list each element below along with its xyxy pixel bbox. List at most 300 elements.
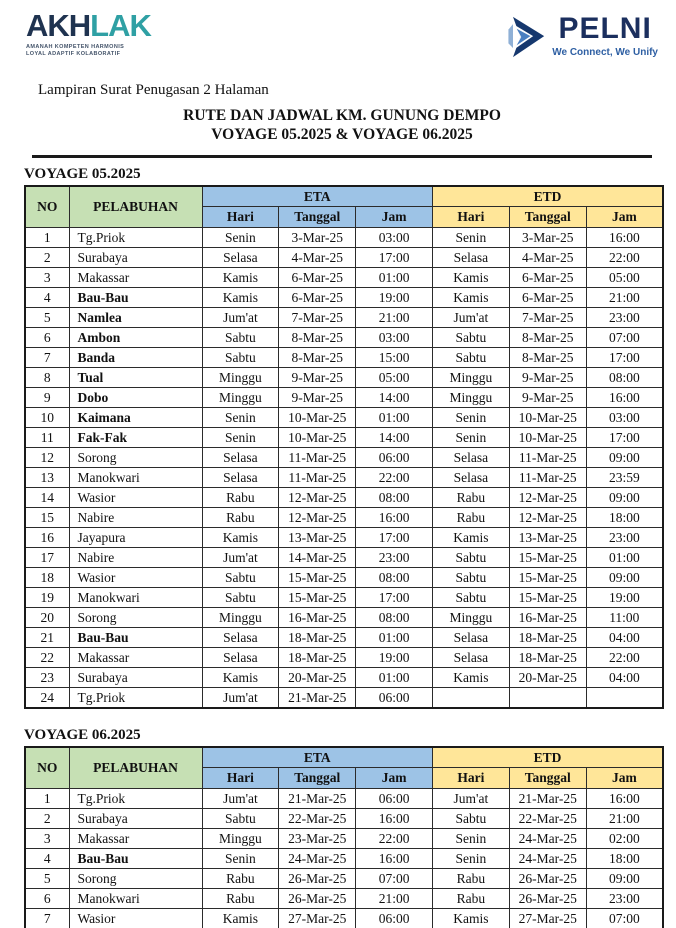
table-row	[25, 508, 663, 528]
cell-etd-tanggal: 4-Mar-25	[509, 248, 586, 268]
cell-eta-hari: Kamis	[202, 909, 279, 928]
cell-port: Kaimana	[69, 408, 202, 428]
cell-eta-jam: 22:00	[356, 829, 433, 849]
cell-etd-tanggal: 18-Mar-25	[509, 648, 586, 668]
cell-eta-hari: Sabtu	[202, 328, 279, 348]
akhlak-wordmark	[26, 10, 151, 41]
cell-eta-jam: 06:00	[356, 789, 433, 809]
cell-no: 3	[25, 829, 69, 849]
cell-etd-hari: Rabu	[432, 508, 509, 528]
col-header-eta-jam: Jam	[356, 207, 433, 228]
table-row	[25, 368, 663, 388]
cell-eta-jam: 16:00	[356, 508, 433, 528]
table-row	[25, 408, 663, 428]
cell-port: Makassar	[69, 829, 202, 849]
col-header-eta: ETA	[202, 747, 432, 768]
cell-port: Nabire	[69, 548, 202, 568]
cell-etd-jam: 02:00	[586, 829, 663, 849]
cell-eta-tanggal: 20-Mar-25	[279, 668, 356, 688]
cell-etd-jam: 18:00	[586, 849, 663, 869]
cell-eta-hari: Jum'at	[202, 308, 279, 328]
cell-etd-hari: Jum'at	[432, 308, 509, 328]
cell-eta-tanggal: 13-Mar-25	[279, 528, 356, 548]
col-header-etd-hari: Hari	[432, 768, 509, 789]
table-row	[25, 528, 663, 548]
cell-eta-tanggal: 11-Mar-25	[279, 468, 356, 488]
cell-eta-hari: Sabtu	[202, 568, 279, 588]
cell-etd-hari: Rabu	[432, 889, 509, 909]
cell-etd-tanggal: 18-Mar-25	[509, 628, 586, 648]
table-row	[25, 809, 663, 829]
cell-port: Fak-Fak	[69, 428, 202, 448]
cell-eta-tanggal: 21-Mar-25	[279, 688, 356, 708]
cell-etd-jam: 23:00	[586, 308, 663, 328]
cell-port: Jayapura	[69, 528, 202, 548]
cell-etd-jam: 09:00	[586, 568, 663, 588]
cell-etd-jam: 04:00	[586, 628, 663, 648]
cell-eta-hari: Sabtu	[202, 809, 279, 829]
cell-eta-hari: Selasa	[202, 648, 279, 668]
cell-eta-jam: 01:00	[356, 408, 433, 428]
col-header-etd-tanggal: Tanggal	[509, 768, 586, 789]
cell-eta-tanggal: 18-Mar-25	[279, 628, 356, 648]
cell-port: Sorong	[69, 608, 202, 628]
cell-etd-jam: 05:00	[586, 268, 663, 288]
cell-eta-jam: 19:00	[356, 648, 433, 668]
cell-no: 23	[25, 668, 69, 688]
cell-eta-hari: Minggu	[202, 368, 279, 388]
cell-eta-jam: 21:00	[356, 889, 433, 909]
cell-etd-hari: Senin	[432, 228, 509, 248]
cell-eta-jam: 03:00	[356, 328, 433, 348]
cell-port: Tg.Priok	[69, 789, 202, 809]
table-row	[25, 248, 663, 268]
cell-eta-tanggal: 24-Mar-25	[279, 849, 356, 869]
cell-etd-tanggal: 6-Mar-25	[509, 268, 586, 288]
table-row	[25, 268, 663, 288]
cell-etd-jam: 08:00	[586, 368, 663, 388]
table-row	[25, 849, 663, 869]
cell-etd-jam: 11:00	[586, 608, 663, 628]
cell-eta-hari: Minggu	[202, 608, 279, 628]
cell-etd-tanggal: 7-Mar-25	[509, 308, 586, 328]
cell-etd-hari: Selasa	[432, 448, 509, 468]
cell-etd-jam: 19:00	[586, 588, 663, 608]
cell-port: Tg.Priok	[69, 688, 202, 708]
cell-etd-tanggal: 21-Mar-25	[509, 789, 586, 809]
cell-etd-hari: Kamis	[432, 668, 509, 688]
cell-eta-jam: 22:00	[356, 468, 433, 488]
cell-etd-hari: Minggu	[432, 368, 509, 388]
cell-eta-hari: Senin	[202, 849, 279, 869]
cell-etd-tanggal: 13-Mar-25	[509, 528, 586, 548]
title-divider	[32, 155, 652, 158]
cell-etd-hari: Selasa	[432, 468, 509, 488]
cell-port: Banda	[69, 348, 202, 368]
cell-etd-hari: Sabtu	[432, 348, 509, 368]
cell-etd-jam	[586, 688, 663, 708]
cell-etd-tanggal: 15-Mar-25	[509, 588, 586, 608]
cell-port: Bau-Bau	[69, 628, 202, 648]
table-row	[25, 889, 663, 909]
cell-eta-tanggal: 6-Mar-25	[279, 268, 356, 288]
document-title-line2: VOYAGE 05.2025 & VOYAGE 06.2025	[211, 126, 473, 144]
cell-port: Bau-Bau	[69, 849, 202, 869]
cell-etd-hari: Minggu	[432, 388, 509, 408]
cell-eta-jam: 01:00	[356, 628, 433, 648]
cell-eta-hari: Kamis	[202, 528, 279, 548]
cell-eta-hari: Rabu	[202, 488, 279, 508]
akhlak-logo	[26, 10, 151, 59]
cell-eta-jam: 14:00	[356, 428, 433, 448]
cell-eta-tanggal: 27-Mar-25	[279, 909, 356, 928]
cell-etd-tanggal: 26-Mar-25	[509, 869, 586, 889]
cell-eta-hari: Senin	[202, 228, 279, 248]
cell-etd-jam: 16:00	[586, 388, 663, 408]
cell-eta-jam: 19:00	[356, 288, 433, 308]
cell-etd-hari: Sabtu	[432, 588, 509, 608]
col-header-eta: ETA	[202, 186, 432, 207]
cell-etd-jam: 21:00	[586, 809, 663, 829]
col-header-eta-hari: Hari	[202, 768, 279, 789]
cell-eta-hari: Selasa	[202, 628, 279, 648]
cell-etd-jam: 16:00	[586, 789, 663, 809]
voyage-label: VOYAGE 06.2025	[24, 726, 141, 743]
cell-etd-tanggal: 12-Mar-25	[509, 488, 586, 508]
cell-etd-jam: 17:00	[586, 348, 663, 368]
cell-etd-jam: 21:00	[586, 288, 663, 308]
akhlak-wordmark-part1: AKH	[26, 8, 91, 43]
schedule-table-voyage-06	[24, 746, 664, 928]
cell-eta-tanggal: 3-Mar-25	[279, 228, 356, 248]
cell-eta-hari: Senin	[202, 428, 279, 448]
col-header-etd-jam: Jam	[586, 768, 663, 789]
cell-etd-jam: 07:00	[586, 328, 663, 348]
cell-no: 6	[25, 889, 69, 909]
cell-etd-jam: 17:00	[586, 428, 663, 448]
table-row	[25, 829, 663, 849]
cell-no: 7	[25, 909, 69, 928]
cell-eta-tanggal: 21-Mar-25	[279, 789, 356, 809]
cell-eta-tanggal: 15-Mar-25	[279, 568, 356, 588]
cell-etd-hari: Senin	[432, 408, 509, 428]
cell-no: 24	[25, 688, 69, 708]
cell-no: 19	[25, 588, 69, 608]
akhlak-wordmark-part2: LAK	[90, 8, 151, 43]
table-row	[25, 688, 663, 708]
cell-eta-hari: Selasa	[202, 468, 279, 488]
cell-no: 10	[25, 408, 69, 428]
cell-eta-jam: 17:00	[356, 248, 433, 268]
cell-eta-jam: 05:00	[356, 368, 433, 388]
table-row	[25, 468, 663, 488]
cell-eta-tanggal: 4-Mar-25	[279, 248, 356, 268]
cell-port: Surabaya	[69, 809, 202, 829]
cell-port: Surabaya	[69, 248, 202, 268]
cell-etd-tanggal: 9-Mar-25	[509, 388, 586, 408]
cell-eta-jam: 08:00	[356, 488, 433, 508]
cell-etd-hari: Senin	[432, 829, 509, 849]
akhlak-values-line1: AMANAH KOMPETEN HARMONIS	[26, 44, 125, 50]
cell-no: 1	[25, 789, 69, 809]
cell-no: 8	[25, 368, 69, 388]
cell-eta-tanggal: 26-Mar-25	[279, 889, 356, 909]
col-header-no: NO	[25, 747, 69, 789]
cell-etd-hari: Selasa	[432, 248, 509, 268]
cell-eta-hari: Jum'at	[202, 688, 279, 708]
cell-port: Namlea	[69, 308, 202, 328]
cell-eta-hari: Minggu	[202, 829, 279, 849]
table-row	[25, 909, 663, 928]
cell-eta-tanggal: 18-Mar-25	[279, 648, 356, 668]
cell-port: Wasior	[69, 909, 202, 928]
cell-etd-tanggal: 12-Mar-25	[509, 508, 586, 528]
table-row	[25, 648, 663, 668]
cell-eta-jam: 21:00	[356, 308, 433, 328]
cell-eta-jam: 01:00	[356, 268, 433, 288]
cell-etd-jam: 22:00	[586, 248, 663, 268]
cell-etd-jam: 01:00	[586, 548, 663, 568]
cell-eta-jam: 17:00	[356, 528, 433, 548]
voyage-label: VOYAGE 05.2025	[24, 165, 141, 182]
table-row	[25, 348, 663, 368]
cell-no: 20	[25, 608, 69, 628]
cell-eta-jam: 23:00	[356, 548, 433, 568]
cell-eta-tanggal: 12-Mar-25	[279, 488, 356, 508]
col-header-etd-hari: Hari	[432, 207, 509, 228]
table-row	[25, 428, 663, 448]
cell-eta-hari: Kamis	[202, 288, 279, 308]
cell-etd-hari: Kamis	[432, 268, 509, 288]
cell-no: 21	[25, 628, 69, 648]
cell-eta-hari: Sabtu	[202, 348, 279, 368]
col-header-etd-tanggal: Tanggal	[509, 207, 586, 228]
cell-eta-tanggal: 11-Mar-25	[279, 448, 356, 468]
akhlak-values-text	[26, 44, 151, 59]
cell-eta-jam: 14:00	[356, 388, 433, 408]
cell-no: 22	[25, 648, 69, 668]
col-header-etd: ETD	[432, 747, 663, 768]
cell-etd-hari: Selasa	[432, 648, 509, 668]
cell-eta-hari: Selasa	[202, 448, 279, 468]
cell-eta-hari: Rabu	[202, 889, 279, 909]
cell-eta-tanggal: 22-Mar-25	[279, 809, 356, 829]
cell-port: Bau-Bau	[69, 288, 202, 308]
cell-etd-tanggal: 11-Mar-25	[509, 448, 586, 468]
cell-eta-tanggal: 9-Mar-25	[279, 388, 356, 408]
col-header-etd-jam: Jam	[586, 207, 663, 228]
cell-no: 6	[25, 328, 69, 348]
cell-eta-tanggal: 14-Mar-25	[279, 548, 356, 568]
cell-etd-jam: 09:00	[586, 448, 663, 468]
page-header	[22, 10, 662, 74]
table-row	[25, 388, 663, 408]
cell-eta-jam: 06:00	[356, 688, 433, 708]
cell-etd-tanggal: 26-Mar-25	[509, 889, 586, 909]
cell-etd-tanggal: 8-Mar-25	[509, 348, 586, 368]
cell-eta-jam: 16:00	[356, 849, 433, 869]
cell-eta-tanggal: 10-Mar-25	[279, 408, 356, 428]
cell-etd-hari: Sabtu	[432, 568, 509, 588]
cell-port: Makassar	[69, 648, 202, 668]
cell-no: 4	[25, 288, 69, 308]
col-header-eta-jam: Jam	[356, 768, 433, 789]
cell-port: Manokwari	[69, 588, 202, 608]
cell-no: 12	[25, 448, 69, 468]
cell-etd-hari: Rabu	[432, 488, 509, 508]
col-header-pelabuhan: PELABUHAN	[69, 186, 202, 228]
cell-etd-hari: Sabtu	[432, 328, 509, 348]
cell-eta-tanggal: 9-Mar-25	[279, 368, 356, 388]
cell-port: Sorong	[69, 448, 202, 468]
document-title-line1: RUTE DAN JADWAL KM. GUNUNG DEMPO	[183, 107, 501, 124]
cell-eta-tanggal: 6-Mar-25	[279, 288, 356, 308]
table-row	[25, 308, 663, 328]
cell-eta-jam: 06:00	[356, 909, 433, 928]
table-row	[25, 488, 663, 508]
cell-port: Wasior	[69, 488, 202, 508]
cell-etd-jam: 22:00	[586, 648, 663, 668]
cell-eta-jam: 01:00	[356, 668, 433, 688]
cell-no: 2	[25, 809, 69, 829]
cell-no: 17	[25, 548, 69, 568]
pelni-tagline: We Connect, We Unify	[552, 47, 658, 58]
cell-no: 4	[25, 849, 69, 869]
cell-etd-hari: Kamis	[432, 528, 509, 548]
col-header-pelabuhan: PELABUHAN	[69, 747, 202, 789]
cell-etd-tanggal: 24-Mar-25	[509, 829, 586, 849]
cell-eta-tanggal: 8-Mar-25	[279, 348, 356, 368]
col-header-eta-tanggal: Tanggal	[279, 768, 356, 789]
cell-eta-hari: Kamis	[202, 668, 279, 688]
cell-etd-jam: 04:00	[586, 668, 663, 688]
cell-etd-tanggal: 3-Mar-25	[509, 228, 586, 248]
cell-etd-jam: 23:59	[586, 468, 663, 488]
cell-port: Tg.Priok	[69, 228, 202, 248]
cell-etd-jam: 09:00	[586, 488, 663, 508]
cell-port: Nabire	[69, 508, 202, 528]
cell-etd-hari: Sabtu	[432, 809, 509, 829]
cell-port: Wasior	[69, 568, 202, 588]
cell-eta-jam: 17:00	[356, 588, 433, 608]
cell-etd-tanggal: 15-Mar-25	[509, 568, 586, 588]
cell-no: 18	[25, 568, 69, 588]
table-row	[25, 628, 663, 648]
cell-etd-hari: Senin	[432, 428, 509, 448]
cell-etd-hari: Minggu	[432, 608, 509, 628]
pelni-chevron-icon	[502, 14, 546, 65]
cell-port: Makassar	[69, 268, 202, 288]
cell-etd-hari: Kamis	[432, 288, 509, 308]
cell-etd-tanggal	[509, 688, 586, 708]
cell-eta-jam: 07:00	[356, 869, 433, 889]
table-row	[25, 608, 663, 628]
voyage-section-05	[22, 166, 662, 709]
cell-eta-hari: Jum'at	[202, 789, 279, 809]
cell-etd-hari	[432, 688, 509, 708]
cell-no: 16	[25, 528, 69, 548]
cell-etd-jam: 16:00	[586, 228, 663, 248]
cell-no: 1	[25, 228, 69, 248]
cell-eta-tanggal: 10-Mar-25	[279, 428, 356, 448]
cell-port: Surabaya	[69, 668, 202, 688]
cell-eta-jam: 06:00	[356, 448, 433, 468]
cell-etd-hari: Senin	[432, 849, 509, 869]
document-title	[22, 106, 662, 145]
cell-no: 11	[25, 428, 69, 448]
cell-etd-tanggal: 9-Mar-25	[509, 368, 586, 388]
cell-eta-jam: 03:00	[356, 228, 433, 248]
cell-port: Sorong	[69, 869, 202, 889]
table-row	[25, 328, 663, 348]
cell-eta-hari: Rabu	[202, 869, 279, 889]
cell-eta-jam: 08:00	[356, 608, 433, 628]
cell-eta-jam: 15:00	[356, 348, 433, 368]
col-header-eta-tanggal: Tanggal	[279, 207, 356, 228]
cell-eta-tanggal: 16-Mar-25	[279, 608, 356, 628]
cell-etd-tanggal: 11-Mar-25	[509, 468, 586, 488]
col-header-eta-hari: Hari	[202, 207, 279, 228]
cell-etd-jam: 07:00	[586, 909, 663, 928]
cell-etd-jam: 03:00	[586, 408, 663, 428]
cell-etd-hari: Sabtu	[432, 548, 509, 568]
cell-etd-tanggal: 22-Mar-25	[509, 809, 586, 829]
voyage-section-06	[22, 727, 662, 928]
cell-etd-tanggal: 20-Mar-25	[509, 668, 586, 688]
cell-no: 14	[25, 488, 69, 508]
col-header-no: NO	[25, 186, 69, 228]
cell-no: 13	[25, 468, 69, 488]
cell-port: Manokwari	[69, 889, 202, 909]
cell-eta-hari: Jum'at	[202, 548, 279, 568]
cell-eta-tanggal: 12-Mar-25	[279, 508, 356, 528]
table-row	[25, 789, 663, 809]
cell-eta-tanggal: 8-Mar-25	[279, 328, 356, 348]
cell-port: Tual	[69, 368, 202, 388]
table-row	[25, 869, 663, 889]
cell-etd-hari: Rabu	[432, 869, 509, 889]
pelni-wordmark: PELNI	[558, 12, 652, 45]
cell-etd-hari: Kamis	[432, 909, 509, 928]
cell-etd-jam: 18:00	[586, 508, 663, 528]
cell-etd-tanggal: 27-Mar-25	[509, 909, 586, 928]
cell-etd-tanggal: 6-Mar-25	[509, 288, 586, 308]
table-row	[25, 668, 663, 688]
cell-etd-tanggal: 15-Mar-25	[509, 548, 586, 568]
cell-eta-jam: 08:00	[356, 568, 433, 588]
cell-etd-jam: 23:00	[586, 889, 663, 909]
cell-eta-hari: Kamis	[202, 268, 279, 288]
cell-eta-jam: 16:00	[356, 809, 433, 829]
table-row	[25, 548, 663, 568]
cell-eta-tanggal: 15-Mar-25	[279, 588, 356, 608]
cell-eta-hari: Senin	[202, 408, 279, 428]
cell-etd-jam: 23:00	[586, 528, 663, 548]
cell-no: 7	[25, 348, 69, 368]
cell-etd-tanggal: 24-Mar-25	[509, 849, 586, 869]
col-header-etd: ETD	[432, 186, 663, 207]
cell-etd-hari: Jum'at	[432, 789, 509, 809]
cell-eta-hari: Sabtu	[202, 588, 279, 608]
cell-eta-hari: Selasa	[202, 248, 279, 268]
cell-etd-tanggal: 10-Mar-25	[509, 428, 586, 448]
table-row	[25, 568, 663, 588]
cell-no: 2	[25, 248, 69, 268]
cell-port: Manokwari	[69, 468, 202, 488]
cell-no: 5	[25, 869, 69, 889]
lampiran-note: Lampiran Surat Penugasan 2 Halaman	[38, 82, 269, 98]
cell-port: Dobo	[69, 388, 202, 408]
